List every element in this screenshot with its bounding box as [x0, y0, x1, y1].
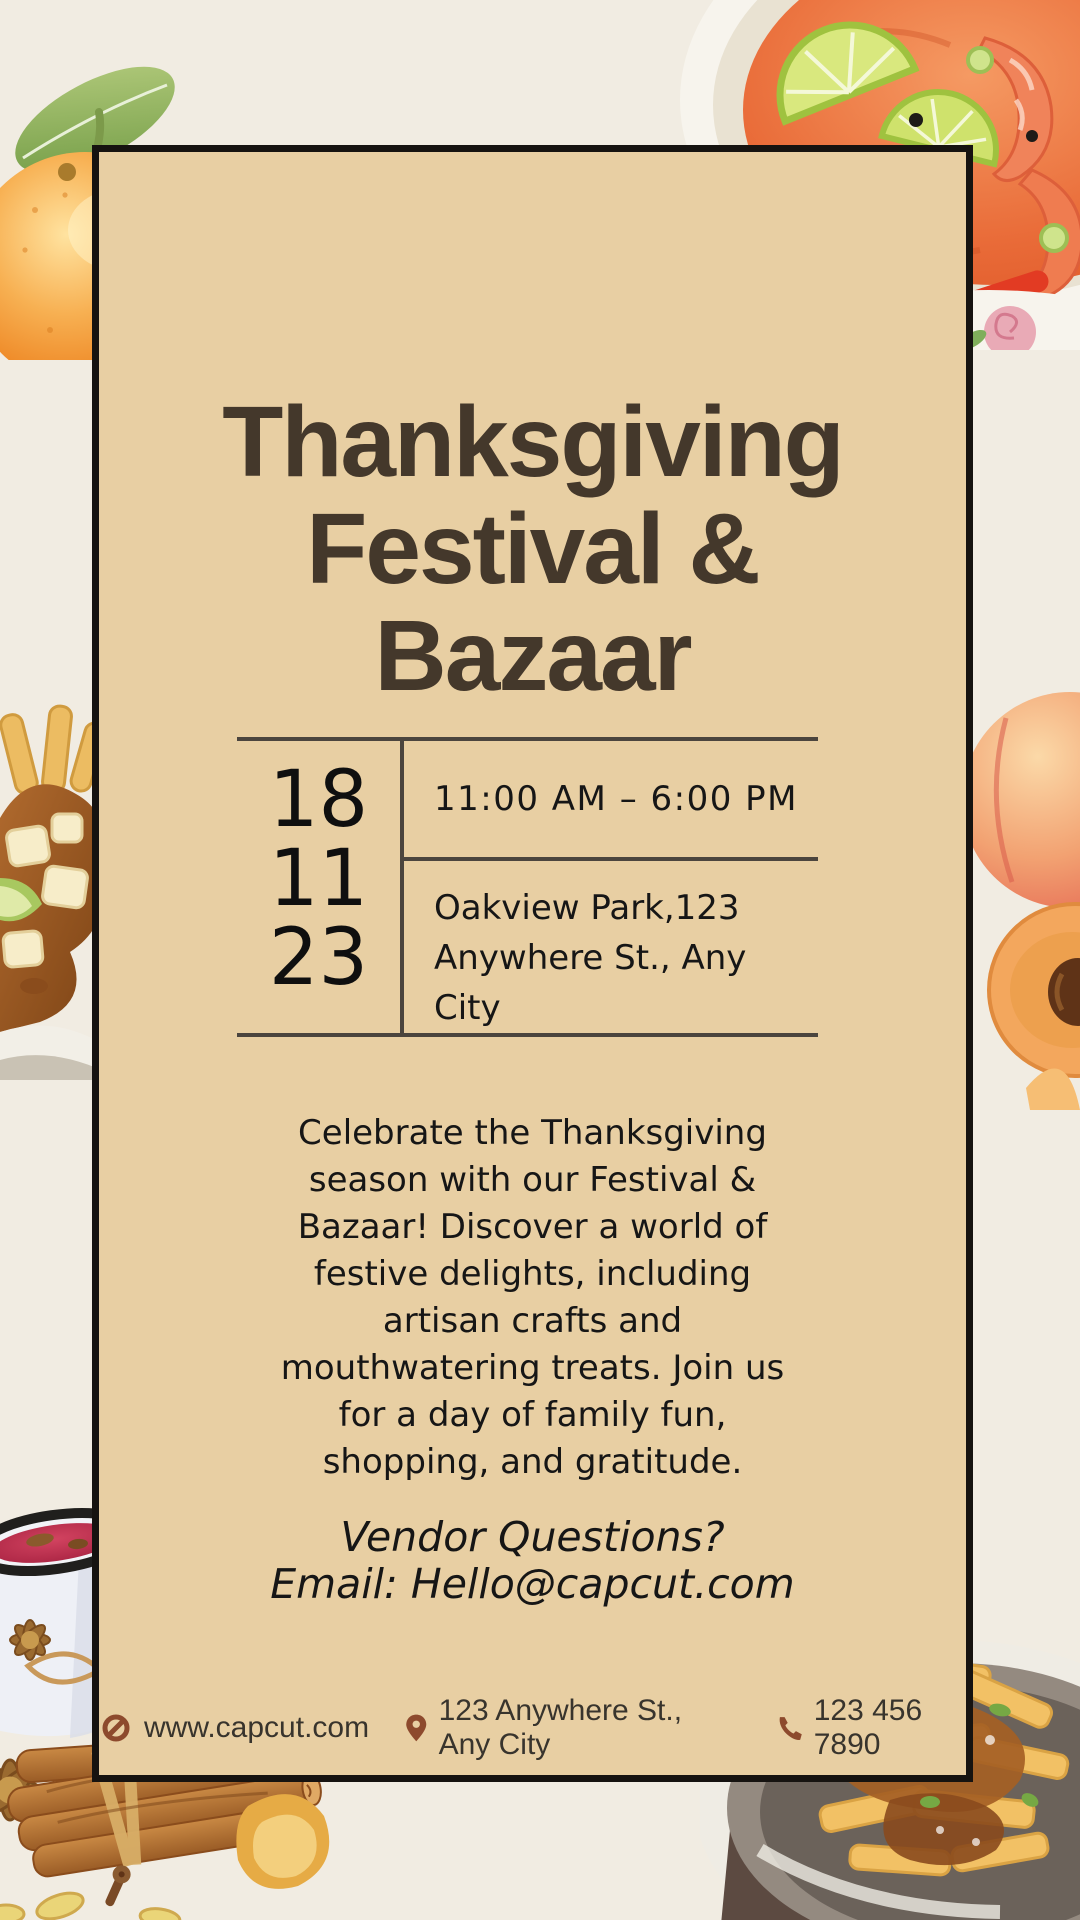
location-line-2: Anywhere St., Any City [434, 938, 747, 1028]
phone-icon [776, 1712, 803, 1744]
schedule-table [237, 737, 818, 1037]
vendor-contact [99, 1514, 966, 1608]
address-label: 123 Anywhere St., Any City [438, 1694, 683, 1761]
description-line: shopping, and gratitude. [322, 1442, 743, 1482]
description-line: season with our Festival & [308, 1160, 757, 1200]
location-pin-icon [405, 1711, 428, 1745]
page-title [99, 386, 966, 712]
title-line-2: Festival & [306, 493, 759, 605]
date-day: 18 [268, 755, 369, 845]
description-line: Bazaar! Discover a world of [297, 1207, 768, 1247]
schedule-details [404, 741, 818, 1033]
location-line-1: Oakview Park,123 [434, 888, 740, 928]
contact-footer [99, 1694, 966, 1762]
description-line: artisan crafts and [382, 1301, 683, 1341]
description-line: Celebrate the Thanksgiving [298, 1113, 767, 1153]
event-location [404, 861, 818, 1033]
website-item [99, 1711, 369, 1745]
address-item [405, 1694, 740, 1762]
title-line-1: Thanksgiving [222, 386, 843, 498]
phone-item [776, 1694, 966, 1762]
vendor-line-2: Email: Hello@capcut.com [270, 1560, 795, 1608]
title-line-3: Bazaar [374, 600, 691, 712]
phone-label: 123 456 7890 [813, 1694, 923, 1761]
description-line: for a day of family fun, [338, 1395, 727, 1435]
date-year: 23 [268, 913, 369, 1003]
date-month: 11 [268, 834, 369, 924]
poster-card [92, 145, 973, 1782]
vendor-line-1: Vendor Questions? [340, 1513, 725, 1561]
event-date [237, 741, 404, 1033]
event-time: 11:00 AM – 6:00 PM [404, 741, 818, 861]
event-description [99, 1110, 966, 1486]
peaches-illustration [970, 690, 1080, 1110]
description-line: festive delights, including [313, 1254, 752, 1294]
description-line: mouthwatering treats. Join us [280, 1348, 785, 1388]
link-icon [99, 1711, 133, 1745]
website-label: www.capcut.com [144, 1711, 370, 1744]
